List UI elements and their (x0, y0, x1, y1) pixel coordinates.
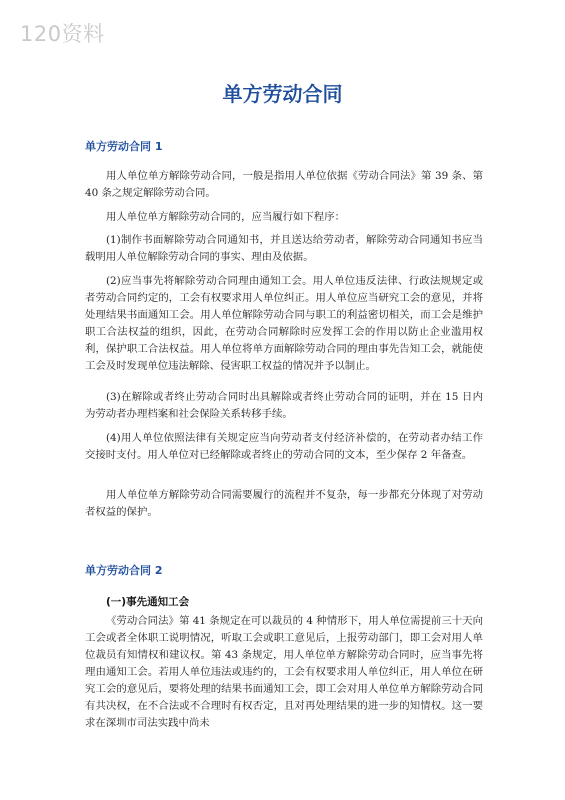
section-1-paragraph: 用人单位单方解除劳动合同，一般是指用人单位依据《劳动合同法》第 39 条、第 40 条之规定解除劳动合同。 (85, 170, 483, 199)
section-2-subheading: (一)事先通知工会 (106, 596, 190, 608)
section-1-paragraph: (1)制作书面解除劳动合同通知书，并且送达给劳动者，解除劳动合同通知书应当载明用人单位解除劳动合同的事实、理由及依据。 (85, 234, 483, 263)
section-1-heading: 单方劳动合同 1 (85, 140, 163, 153)
section-2-paragraph: 《劳动合同法》第 41 条规定在可以裁员的 4 种情形下，用人单位需提前三十天向工会或者全体职工说明情况，听取工会或职工意见后，上报劳动部门，即工会对用人单位裁员有知情权和建议权。第 43 条规定，用人单位单方解除劳动合同时，应当事先将理由通知工会。若用人单位违法或违约的，工会有权要求用人单位纠正，用人单位在研究工会的意见后，要将处理的结果书面通知工会，即工会对用人单位单方解除劳动合同有共决权，在不合法或不合理时有权否定，且对再处理结果的进一步的知情权。这一要求在深圳市司法实践中尚未 (85, 615, 483, 729)
section-1-paragraph: 用人单位单方解除劳动合同需要履行的流程并不复杂，每一步都充分体现了对劳动者权益的保护。 (85, 489, 483, 518)
section-1-paragraph: 用人单位单方解除劳动合同的，应当履行如下程序： (106, 211, 345, 223)
section-1-paragraph: (4)用人单位依照法律有关规定应当向劳动者支付经济补偿的，在劳动者办结工作交接时支付。用人单位对已经解除或者终止的劳动合同的文本，至少保存 2 年备查。 (85, 432, 483, 461)
section-1-paragraph: (3)在解除或者终止劳动合同时出具解除或者终止劳动合同的证明，并在 15 日内为劳动者办理档案和社会保险关系转移手续。 (85, 391, 483, 420)
section-2-heading: 单方劳动合同 2 (85, 564, 163, 577)
section-1-paragraph: (2)应当事先将解除劳动合同理由通知工会。用人单位违反法律、行政法规规定或者劳动合同约定的，工会有权要求用人单位纠正。用人单位应当研究工会的意见，并将处理结果书面通知工会。用人单位解除劳动合同与职工的利益密切相关，而工会是维护职工合法权益的组织，因此，在劳动合同解除时应发挥工会的作用以防止企业滥用权利，保护职工合法权益。用人单位将单方面解除劳动合同的理由事先告知工会，就能使工会及时发现单位违法解除、侵害职工权益的情况并予以制止。 (85, 275, 483, 372)
watermark: 120资料 (20, 22, 105, 46)
document-title: 单方劳动合同 (222, 82, 343, 106)
